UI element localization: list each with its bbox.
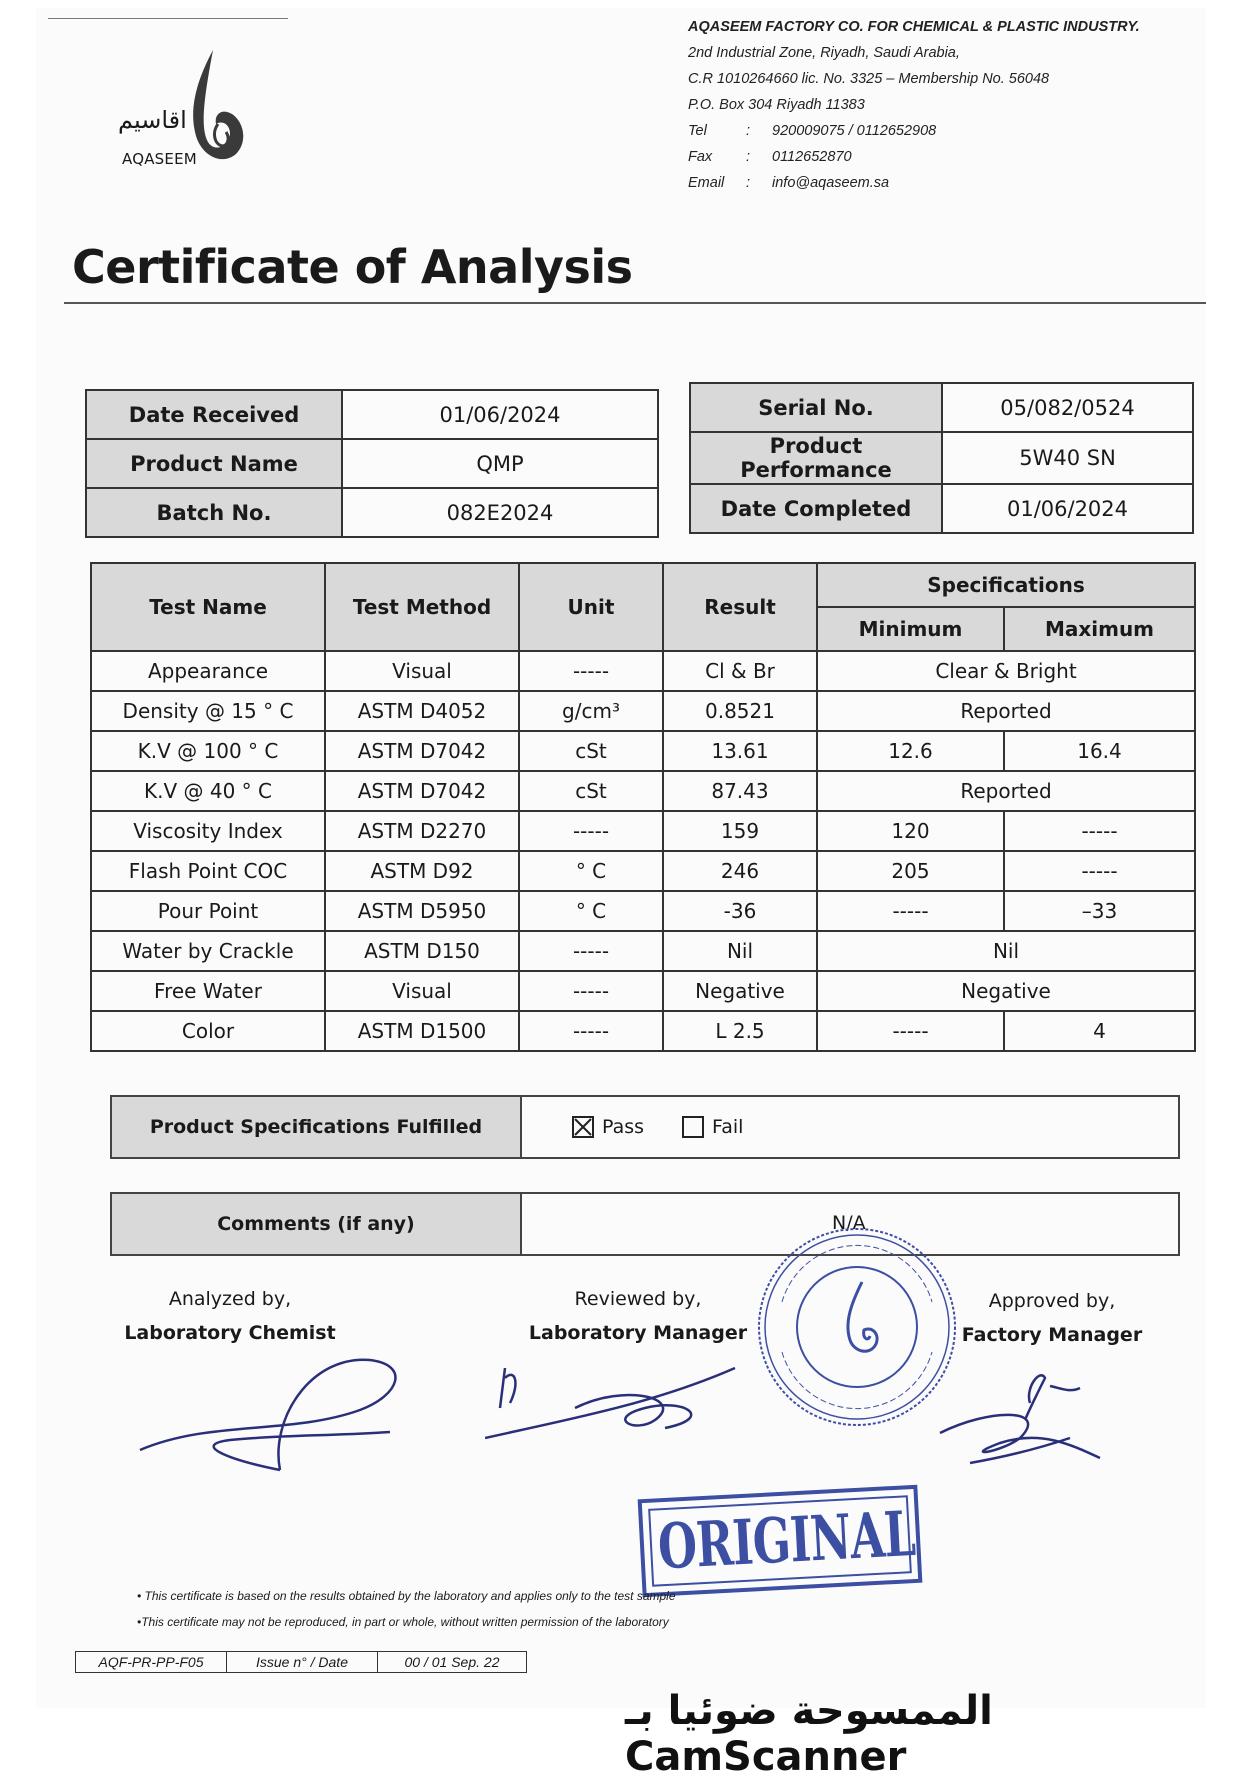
reviewed-by bbox=[528, 1282, 748, 1350]
note-line: •This certificate may not be reproduced, in part or whole, without written permission of the laboratory bbox=[137, 1615, 669, 1629]
date-completed-label: Date Completed bbox=[690, 484, 942, 533]
product-performance-value: 5W40 SN bbox=[942, 432, 1193, 484]
info-row bbox=[86, 439, 658, 488]
fail-checkbox[interactable] bbox=[682, 1116, 743, 1138]
test-name-cell: Viscosity Index bbox=[91, 811, 325, 851]
reviewed-by-title: Reviewed by, bbox=[574, 1288, 702, 1310]
results-row bbox=[91, 891, 1195, 931]
test-method-cell: ASTM D150 bbox=[325, 931, 519, 971]
test-method-cell: Visual bbox=[325, 651, 519, 691]
test-method-cell: Visual bbox=[325, 971, 519, 1011]
test-name-cell: Flash Point COC bbox=[91, 851, 325, 891]
results-header-row bbox=[91, 563, 1195, 607]
top-rule bbox=[48, 18, 288, 19]
pass-checked-box-icon bbox=[572, 1116, 594, 1138]
document-title: Certificate of Analysis bbox=[72, 240, 633, 294]
date-completed-value: 01/06/2024 bbox=[942, 484, 1193, 533]
original-stamp bbox=[638, 1485, 923, 1598]
batch-no-value: 082E2024 bbox=[342, 488, 658, 537]
test-name-cell: Pour Point bbox=[91, 891, 325, 931]
company-header bbox=[688, 14, 1140, 196]
fax-separator: : bbox=[746, 149, 751, 165]
results-row bbox=[91, 691, 1195, 731]
test-method-cell: ASTM D7042 bbox=[325, 771, 519, 811]
test-method-cell: ASTM D92 bbox=[325, 851, 519, 891]
maximum-cell: 16.4 bbox=[1004, 731, 1195, 771]
tel-line bbox=[688, 118, 1140, 144]
original-stamp-text: ORIGINAL bbox=[656, 1496, 917, 1584]
fulfilled-label: Product Specifications Fulfilled bbox=[112, 1097, 522, 1157]
col-unit: Unit bbox=[519, 563, 663, 651]
serial-no-value: 05/082/0524 bbox=[942, 383, 1193, 432]
footer-doc-code: AQF-PR-PP-F05 bbox=[76, 1652, 227, 1672]
product-name-value: QMP bbox=[342, 439, 658, 488]
specification-cell: Reported bbox=[817, 771, 1195, 811]
company-address: 2nd Industrial Zone, Riyadh, Saudi Arabia, bbox=[688, 45, 960, 61]
minimum-cell: 205 bbox=[817, 851, 1004, 891]
info-row bbox=[690, 484, 1193, 533]
product-performance-label: Product Performance bbox=[690, 432, 942, 484]
note-line: • This certificate is based on the results obtained by the laboratory and applies only to the test sample bbox=[137, 1589, 676, 1603]
test-name-cell: Free Water bbox=[91, 971, 325, 1011]
result-cell: 159 bbox=[663, 811, 817, 851]
col-result: Result bbox=[663, 563, 817, 651]
specifications-fulfilled-box bbox=[110, 1095, 1180, 1159]
specification-cell: Reported bbox=[817, 691, 1195, 731]
results-row bbox=[91, 731, 1195, 771]
col-minimum: Minimum bbox=[817, 607, 1004, 651]
comments-box bbox=[110, 1192, 1180, 1256]
col-specifications: Specifications bbox=[817, 563, 1195, 607]
unit-cell: cSt bbox=[519, 731, 663, 771]
col-test-method: Test Method bbox=[325, 563, 519, 651]
certificate-notes bbox=[137, 1583, 676, 1635]
info-row bbox=[690, 432, 1193, 484]
fax-label: Fax bbox=[688, 149, 713, 165]
reviewed-by-role: Laboratory Manager bbox=[528, 1322, 748, 1344]
approved-by bbox=[942, 1284, 1162, 1352]
unit-cell: ----- bbox=[519, 971, 663, 1011]
email-separator: : bbox=[746, 175, 751, 191]
maximum-cell: ----- bbox=[1004, 811, 1195, 851]
logo-arabic-text: اقاسيم bbox=[118, 106, 187, 134]
results-row bbox=[91, 771, 1195, 811]
minimum-cell: 120 bbox=[817, 811, 1004, 851]
unit-cell: cSt bbox=[519, 771, 663, 811]
test-name-cell: Appearance bbox=[91, 651, 325, 691]
fulfilled-options bbox=[522, 1097, 781, 1157]
product-name-label: Product Name bbox=[86, 439, 342, 488]
minimum-cell: 12.6 bbox=[817, 731, 1004, 771]
results-body bbox=[91, 651, 1195, 1051]
col-maximum: Maximum bbox=[1004, 607, 1195, 651]
result-cell: Negative bbox=[663, 971, 817, 1011]
scanner-watermark: الممسوحة ضوئيا بـ CamScanner bbox=[625, 1688, 993, 1780]
date-received-value: 01/06/2024 bbox=[342, 390, 658, 439]
info-row bbox=[86, 488, 658, 537]
unit-cell: ° C bbox=[519, 891, 663, 931]
results-row bbox=[91, 971, 1195, 1011]
test-method-cell: ASTM D4052 bbox=[325, 691, 519, 731]
specification-cell: Clear & Bright bbox=[817, 651, 1195, 691]
company-registration: C.R 1010264660 lic. No. 3325 – Membership No. 56048 bbox=[688, 71, 1050, 87]
approved-by-role: Factory Manager bbox=[961, 1324, 1143, 1346]
test-method-cell: ASTM D7042 bbox=[325, 731, 519, 771]
email-line bbox=[688, 170, 1140, 196]
test-name-cell: Color bbox=[91, 1011, 325, 1051]
test-name-cell: Water by Crackle bbox=[91, 931, 325, 971]
result-cell: L 2.5 bbox=[663, 1011, 817, 1051]
result-cell: 13.61 bbox=[663, 731, 817, 771]
email-value: info@aqaseem.sa bbox=[772, 175, 890, 191]
x-mark-icon bbox=[574, 1118, 592, 1136]
test-method-cell: ASTM D5950 bbox=[325, 891, 519, 931]
results-row bbox=[91, 1011, 1195, 1051]
test-name-cell: Density @ 15 ° C bbox=[91, 691, 325, 731]
fail-label: Fail bbox=[712, 1116, 744, 1138]
results-row bbox=[91, 931, 1195, 971]
company-po-box: P.O. Box 304 Riyadh 11383 bbox=[688, 97, 865, 113]
result-cell: -36 bbox=[663, 891, 817, 931]
analyzed-by-title: Analyzed by, bbox=[168, 1288, 292, 1310]
comments-label: Comments (if any) bbox=[112, 1194, 522, 1254]
result-cell: 87.43 bbox=[663, 771, 817, 811]
product-info-table bbox=[85, 389, 659, 538]
test-name-cell: K.V @ 100 ° C bbox=[91, 731, 325, 771]
info-row bbox=[86, 390, 658, 439]
result-cell: Cl & Br bbox=[663, 651, 817, 691]
result-cell: Nil bbox=[663, 931, 817, 971]
results-row bbox=[91, 851, 1195, 891]
pass-label: Pass bbox=[602, 1116, 645, 1138]
analyzed-by bbox=[120, 1282, 340, 1350]
test-method-cell: ASTM D2270 bbox=[325, 811, 519, 851]
tel-value: 920009075 / 0112652908 bbox=[772, 123, 937, 139]
footer-issue-label: Issue n° / Date bbox=[227, 1652, 378, 1672]
fax-line bbox=[688, 144, 1140, 170]
company-logo bbox=[118, 48, 258, 178]
minimum-cell: ----- bbox=[817, 891, 1004, 931]
comments-value-cell bbox=[522, 1194, 1178, 1254]
logo-english-text: AQASEEM bbox=[122, 150, 197, 168]
company-name: AQASEEM FACTORY CO. FOR CHEMICAL & PLASTIC INDUSTRY. bbox=[688, 19, 1140, 35]
fax-value: 0112652870 bbox=[772, 149, 852, 165]
test-method-cell: ASTM D1500 bbox=[325, 1011, 519, 1051]
analyzed-by-role: Laboratory Chemist bbox=[124, 1322, 336, 1344]
minimum-cell: ----- bbox=[817, 1011, 1004, 1051]
date-received-label: Date Received bbox=[86, 390, 342, 439]
specification-cell: Negative bbox=[817, 971, 1195, 1011]
info-row bbox=[690, 383, 1193, 432]
unit-cell: ----- bbox=[519, 1011, 663, 1051]
fail-empty-box-icon bbox=[682, 1116, 704, 1138]
document-footer bbox=[75, 1651, 527, 1673]
unit-cell: ° C bbox=[519, 851, 663, 891]
pass-checkbox[interactable] bbox=[572, 1116, 644, 1138]
maximum-cell: –33 bbox=[1004, 891, 1195, 931]
title-rule bbox=[64, 302, 1206, 304]
tel-separator: : bbox=[746, 123, 751, 139]
batch-no-label: Batch No. bbox=[86, 488, 342, 537]
results-table bbox=[90, 562, 1196, 1052]
result-cell: 246 bbox=[663, 851, 817, 891]
footer-issue-value: 00 / 01 Sep. 22 bbox=[404, 1654, 500, 1670]
results-row bbox=[91, 651, 1195, 691]
col-test-name: Test Name bbox=[91, 563, 325, 651]
specification-cell: Nil bbox=[817, 931, 1195, 971]
email-label: Email bbox=[688, 175, 725, 191]
approved-by-title: Approved by, bbox=[988, 1290, 1116, 1312]
maximum-cell: 4 bbox=[1004, 1011, 1195, 1051]
unit-cell: g/cm³ bbox=[519, 691, 663, 731]
serial-no-label: Serial No. bbox=[690, 383, 942, 432]
comments-value: N/A bbox=[832, 1212, 866, 1234]
results-row bbox=[91, 811, 1195, 851]
unit-cell: ----- bbox=[519, 811, 663, 851]
result-cell: 0.8521 bbox=[663, 691, 817, 731]
test-name-cell: K.V @ 40 ° C bbox=[91, 771, 325, 811]
serial-info-table bbox=[689, 382, 1194, 534]
tel-label: Tel bbox=[688, 123, 707, 139]
unit-cell: ----- bbox=[519, 651, 663, 691]
maximum-cell: ----- bbox=[1004, 851, 1195, 891]
unit-cell: ----- bbox=[519, 931, 663, 971]
